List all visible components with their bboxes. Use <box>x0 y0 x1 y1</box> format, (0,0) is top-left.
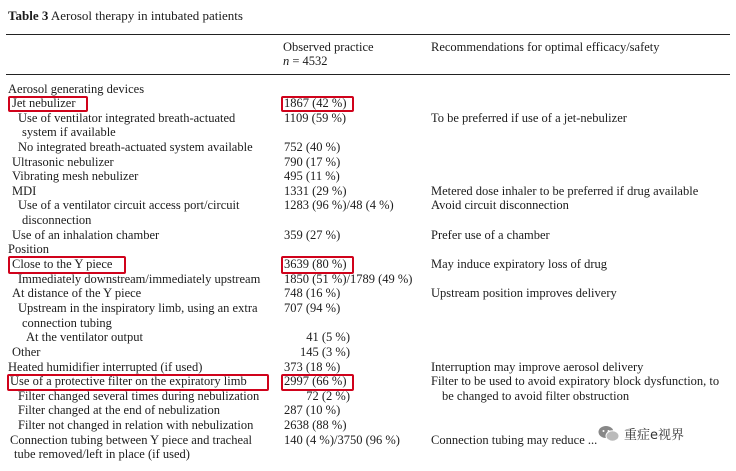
row-observed: 2997 (66 %) <box>284 374 347 388</box>
table-label: Table 3 <box>8 8 49 23</box>
row-observed: 1867 (42 %) <box>284 96 347 110</box>
row-observed: 359 (27 %) <box>284 228 341 242</box>
row-label: At distance of the Y piece <box>12 286 142 300</box>
row-label: Vibrating mesh nebulizer <box>12 169 139 183</box>
row-observed: 287 (10 %) <box>284 403 341 417</box>
highlight-box <box>8 96 88 112</box>
highlight-box <box>281 96 354 112</box>
highlight-box <box>7 374 269 391</box>
row-observed: 41 (5 %) <box>306 330 350 344</box>
row-label: At the ventilator output <box>26 330 143 344</box>
row-label: Filter not changed in relation with nebulization <box>18 418 254 432</box>
watermark <box>598 424 684 443</box>
table-title: Aerosol therapy in intubated patients <box>50 8 243 23</box>
row-observed: 373 (18 %) <box>284 360 341 374</box>
row-label: Filter changed several times during nebulization <box>18 389 260 403</box>
row-label: Aerosol generating devices <box>8 82 145 96</box>
row-observed: 1331 (29 %) <box>284 184 347 198</box>
row-label: system if available <box>22 125 116 139</box>
wechat-icon <box>598 425 620 443</box>
row-label: disconnection <box>22 213 92 227</box>
row-observed: 72 (2 %) <box>306 389 350 403</box>
row-observed: 495 (11 %) <box>284 169 340 183</box>
row-recommendation: Prefer use of a chamber <box>431 228 550 242</box>
row-observed: 3639 (80 %) <box>284 257 347 271</box>
row-label: MDI <box>12 184 37 198</box>
row-label: tube removed/left in place (if used) <box>14 447 190 461</box>
row-label: connection tubing <box>22 316 112 330</box>
row-label: Other <box>12 345 41 359</box>
highlight-box <box>8 256 126 274</box>
row-recommendation: Connection tubing may reduce ... <box>431 433 598 447</box>
header-observed-title: Observed practice <box>283 40 374 54</box>
row-label: Filter changed at the end of nebulization <box>18 403 221 417</box>
row-recommendation: Metered dose inhaler to be preferred if drug available <box>431 184 699 198</box>
highlight-box <box>281 374 354 391</box>
highlight-box <box>281 256 354 274</box>
row-recommendation: be changed to avoid filter obstruction <box>442 389 630 403</box>
row-observed: 140 (4 %)/3750 (96 %) <box>284 433 400 447</box>
row-recommendation: May induce expiratory loss of drug <box>431 257 608 271</box>
row-observed: 2638 (88 %) <box>284 418 347 432</box>
header-observed <box>283 40 374 68</box>
row-label: Close to the Y piece <box>12 257 113 271</box>
row-label: Immediately downstream/immediately upstream <box>18 272 261 286</box>
row-observed: 1109 (59 %) <box>284 111 347 125</box>
top-rule <box>6 34 730 35</box>
row-label: Use of a protective filter on the expiratory limb <box>10 374 247 388</box>
row-label: Position <box>8 242 49 256</box>
row-label: Use of an inhalation chamber <box>12 228 160 242</box>
row-recommendation: Upstream position improves delivery <box>431 286 617 300</box>
n-symbol: n <box>283 54 290 68</box>
row-recommendation: Avoid circuit disconnection <box>431 198 569 212</box>
row-recommendation: Interruption may improve aerosol delivery <box>431 360 644 374</box>
row-label: Ultrasonic nebulizer <box>12 155 114 169</box>
row-observed: 707 (94 %) <box>284 301 341 315</box>
row-observed: 748 (16 %) <box>284 286 341 300</box>
row-label: Heated humidifier interrupted (if used) <box>8 360 203 374</box>
n-value: = 4532 <box>292 54 328 68</box>
row-recommendation: Filter to be used to avoid expiratory block dysfunction, to <box>431 374 720 388</box>
row-label: Use of a ventilator circuit access port/circuit <box>18 198 240 212</box>
row-observed: 790 (17 %) <box>284 155 341 169</box>
row-recommendation: To be preferred if use of a jet-nebulizer <box>431 111 627 125</box>
header-rule <box>6 74 730 75</box>
row-label: Jet nebulizer <box>12 96 76 110</box>
row-observed: 145 (3 %) <box>300 345 350 359</box>
table-caption <box>8 8 243 24</box>
row-label: Use of ventilator integrated breath-actuated <box>18 111 236 125</box>
row-label: Upstream in the inspiratory limb, using an extra <box>18 301 258 315</box>
row-observed: 1850 (51 %)/1789 (49 %) <box>284 272 413 286</box>
header-recommendations: Recommendations for optimal efficacy/safety <box>431 40 660 54</box>
row-observed: 1283 (96 %)/48 (4 %) <box>284 198 394 212</box>
header-observed-n <box>283 54 374 68</box>
row-observed: 752 (40 %) <box>284 140 341 154</box>
row-label: Connection tubing between Y piece and tracheal <box>10 433 253 447</box>
row-label: No integrated breath-actuated system available <box>18 140 253 154</box>
watermark-text: 重症e视界 <box>624 428 684 443</box>
